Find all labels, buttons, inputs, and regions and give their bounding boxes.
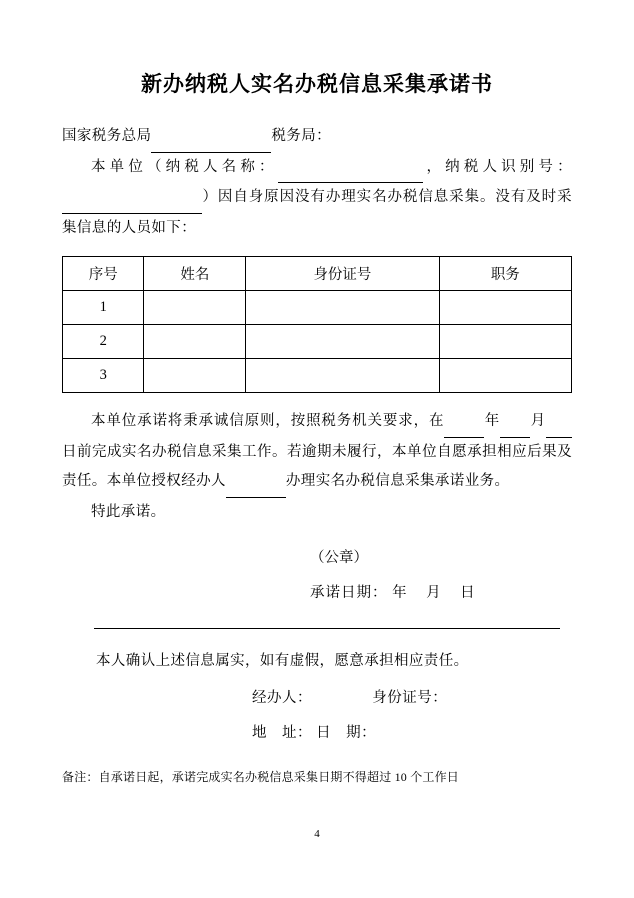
id-label: 身份证号： <box>372 689 448 706</box>
para2-tail: 办理实名办税信息采集承诺业务。 <box>285 473 510 490</box>
cell-id[interactable] <box>246 358 439 392</box>
cell-no: 3 <box>63 358 144 392</box>
column-header-name: 姓名 <box>144 256 246 290</box>
para2-lead: 本单位承诺将秉承诚信原则，按照税务机关要求，在 <box>91 412 445 429</box>
table-row <box>63 324 572 358</box>
cell-id[interactable] <box>246 324 439 358</box>
table-row <box>63 290 572 324</box>
deadline-day-blank[interactable] <box>546 407 572 438</box>
address-label: 地 址： <box>252 724 312 741</box>
promise-date-row <box>62 581 572 602</box>
addressee-line <box>62 122 572 153</box>
paragraph-commitment <box>62 407 572 498</box>
deadline-month-blank[interactable] <box>500 407 530 438</box>
table-header-row <box>63 256 572 290</box>
agent-name-blank[interactable] <box>226 467 286 498</box>
signer-row <box>62 686 572 707</box>
column-header-id: 身份证号 <box>246 256 439 290</box>
addressee-prefix: 国家税务总局 <box>62 128 152 144</box>
taxpayer-id-blank[interactable] <box>62 183 202 214</box>
promise-date-day[interactable]: 日 <box>460 584 476 601</box>
page-number: 4 <box>314 828 320 840</box>
cell-position[interactable] <box>439 358 571 392</box>
para1-lead: 本单位（纳税人名称： <box>91 158 278 175</box>
column-header-position: 职务 <box>439 256 571 290</box>
signer-label: 经办人： <box>252 689 312 706</box>
persons-table <box>62 256 572 393</box>
deadline-year-blank[interactable] <box>444 407 484 438</box>
paragraph-declaration <box>62 153 572 244</box>
page-title: 新办纳税人实名办税信息采集承诺书 <box>141 73 493 96</box>
footnote: 备注：自承诺日起，承诺完成实名办税信息采集日期不得超过 10 个工作日 <box>62 769 460 784</box>
para2-day: 日前完成实名办税信息采集工作。若逾期未履行，本单位自愿承担相应后果及责任。本单位授权经办人 <box>62 443 572 490</box>
cell-name[interactable] <box>144 324 246 358</box>
cell-position[interactable] <box>439 324 571 358</box>
cell-name[interactable] <box>144 290 246 324</box>
section-divider <box>94 628 560 629</box>
seal-label: （公章） <box>310 549 368 566</box>
cell-name[interactable] <box>144 358 246 392</box>
promise-date-year[interactable]: 年 <box>392 584 408 601</box>
addressee-suffix: 税务局： <box>271 128 332 144</box>
date-label: 日 期： <box>316 724 377 741</box>
cell-no: 1 <box>63 290 144 324</box>
column-header-no: 序号 <box>63 256 144 290</box>
cell-position[interactable] <box>439 290 571 324</box>
table-row <box>63 358 572 392</box>
paragraph-hereby: 特此承诺。 <box>91 504 166 521</box>
taxpayer-name-blank[interactable] <box>278 153 423 184</box>
cell-no: 2 <box>63 324 144 358</box>
para2-year: 年 <box>484 412 501 429</box>
promise-date-label: 承诺日期： <box>310 584 388 601</box>
addressee-blank[interactable] <box>151 122 271 153</box>
para1-mid: ，纳税人识别号： <box>422 158 573 175</box>
address-date-row <box>62 721 572 742</box>
para2-month: 月 <box>530 412 546 429</box>
cell-id[interactable] <box>246 290 439 324</box>
para1-tail: ）因自身原因没有办理实名办税信息采集。没有及时采集信息的人员如下： <box>62 189 572 237</box>
promise-date-month[interactable]: 月 <box>426 584 442 601</box>
confirmation-text: 本人确认上述信息属实，如有虚假，愿意承担相应责任。 <box>96 652 469 669</box>
